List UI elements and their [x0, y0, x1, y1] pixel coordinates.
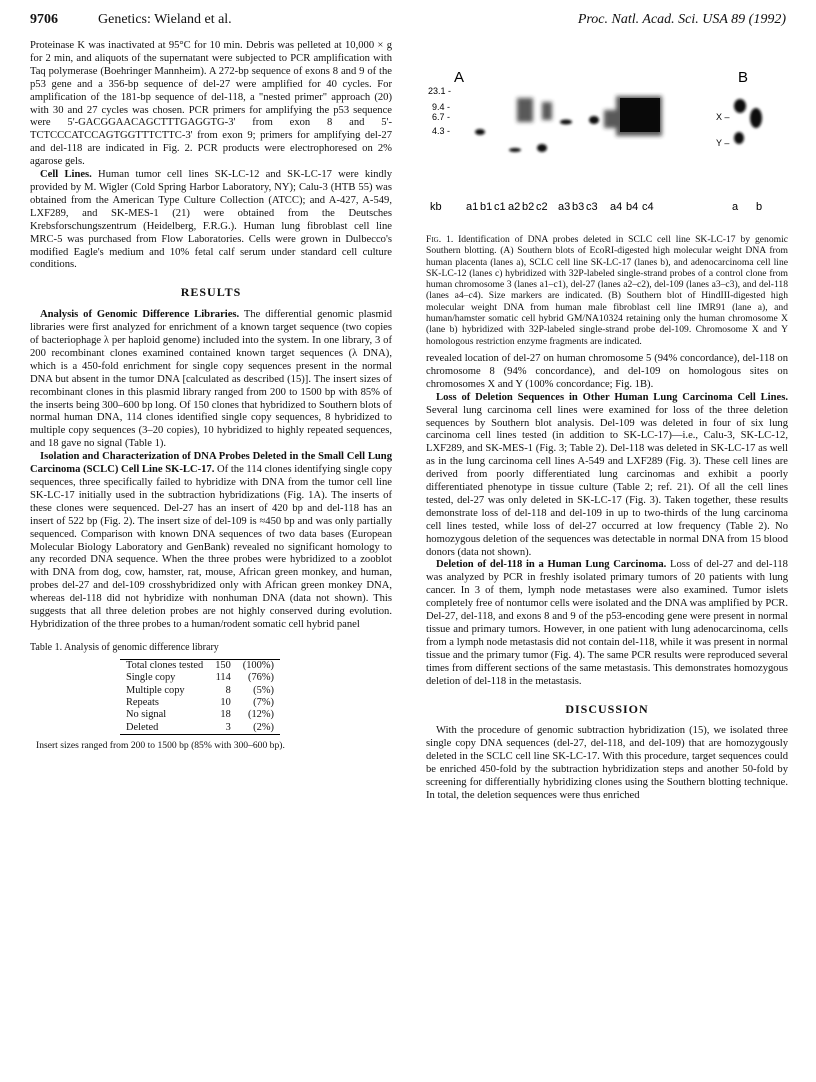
isolation-paragraph [30, 451, 392, 632]
table1 [120, 659, 280, 735]
page-number: 9706 [30, 12, 58, 27]
isolation-text: Of the 114 clones identifying single copy sequences, three specifically failed to hybridize with DNA from the tumor cell line SK-LC-17 initially used in the subtraction hybridizations (Fig. 1A). The inserts of these clones were sequenced. Del-27 has an insert of 420 bp and del-118 has an insert of 522 bp (Fig. 2). The insert size of del-109 is ≈450 bp and was only partially sequenced. Comparison with known DNA sequences of two data bases (European Molecular Biology Laboratory and GenBank) revealed no significant homology to any recorded DNA sequence. When the three probes were hybridized to a zooblot with DNA from dog, cow, hamster, rat, mouse, African green monkey, and human, probes del-27 and del-109 crosshybridized only with African green monkey DNA, whereas del-118 did not hybridize with nonhuman DNA (data not shown). This suggests that all three deletion probes are not highly conserved during evolution. Hybridization of the three probes to a human/rodent somatic cell hybrid panel [30, 464, 392, 630]
size-markers [428, 86, 451, 136]
table-cell-count: 114 [215, 672, 231, 684]
southern-blot-image [426, 58, 788, 228]
table-cell-count: 18 [220, 709, 231, 721]
figure-1-label: Fig. 1. [426, 234, 454, 245]
figure-1 [426, 58, 788, 228]
table-cell-pct: (7%) [253, 697, 274, 708]
running-title: Genetics: Wieland et al. [98, 12, 232, 27]
lane-label: b3 [572, 201, 585, 213]
table-cell-pct: (12%) [247, 709, 274, 721]
journal-citation: Proc. Natl. Acad. Sci. USA 89 (1992) [577, 12, 786, 27]
page-header [30, 12, 786, 32]
table-cell-count: 150 [209, 659, 237, 672]
table-row [120, 685, 280, 697]
table-cell-label: Multiple copy [126, 684, 185, 696]
table-cell-label: Deleted [120, 722, 209, 735]
lane-label: b1 [480, 201, 493, 213]
lane-label: c2 [536, 201, 548, 213]
table1-caption: Table 1. Analysis of genomic difference library [30, 641, 219, 653]
loss-text: Several lung carcinoma cell lines were examined for loss of the three deletion sequences by Southern blot analysis. Del-109 was deleted in four of six lung carcinoma cell lines tested (in addition to SK-LC-17)—i.e., Calu-3, SK-LC-12, LXF289, and SK-MES-1 (Fig. 3; Table 2). Del-118 was deleted in SK-LC-17 as well as in the lung carcinoma cell lines A-549 and LXF289 (Fig. 3). These cell lines are derived from poorly differentiated lung carcinomas and exhibit a poorly differentiated phenotype in tissue culture (Table 2; ref. 21). Of all the cell lines tested, del-27 was only deleted in SK-LC-17 (Fig. 3). Taken together, these results demonstrate loss of del-118 and del-109 in up to two-thirds of the lung carcinoma cell lines tested, while loss of del-27 occurred at low frequency (Table 2). No homozygous deletion of the sequences was detectable in normal DNA from 15 blood donors (data not shown). [426, 404, 788, 558]
deletion-paragraph [426, 559, 788, 688]
figure-1-caption-text: Identification of DNA probes deleted in SCLC cell line SK-LC-17 by genomic Southern blotting. (A) Southern blots of EcoRI-digested high molecular weight DNA from human placenta (lanes a), SCLC cell line SK-LC-17 (lanes b), and adenocarcinoma cell line SK-LC-12 (lanes c) hybridized with 32P-labeled single-strand probes of a control clone from human chromosome 3 (lanes a1–c1), del-27 (lanes a2–c2), del-109 (lanes a3–c3), and del-118 (lanes a4–c4). Size markers are indicated. (B) Southern blot of HindIII-digested high molecular weight DNA from human male fibroblast cell line IMR91 (lane a), and human/hamster somatic cell hybrid GM/NA10324 retaining only the human chromosome X (lane b) hybridized with 32P-labeled single-strand probe del-109. Chromosome X and Y homologous restriction enzyme fragments are indicated. [426, 234, 788, 347]
lane-label: a3 [558, 201, 571, 213]
lane-label: b2 [522, 201, 535, 213]
table-row [120, 722, 280, 735]
lane-label: b4 [626, 201, 639, 213]
loss-paragraph [426, 392, 788, 560]
size-marker: 23.1 - [428, 86, 452, 96]
lane-label: c3 [586, 201, 598, 213]
table-cell-count: 10 [220, 697, 231, 708]
table-cell-count: 3 [209, 722, 237, 735]
panel-a-label: A [454, 69, 465, 86]
table-cell-label: Single copy [126, 672, 176, 684]
panel-b-label: B [738, 69, 749, 86]
libraries-paragraph [30, 309, 392, 451]
blot-bands-solid [620, 98, 660, 132]
right-column [426, 58, 788, 803]
discussion-heading: DISCUSSION [565, 701, 649, 716]
cell-lines-text: Human tumor cell lines SK-LC-12 and SK-LC-17 were kindly provided by M. Wigler (Cold Spring Harbor Laboratory, NY); Calu-3 (HTB 55) was obtained from the American Type Culture Collection (ATCC); and A-427, A-549, LXF289, and SK-MES-1 (21) were obtained from the Deutsches Krebsforschungszentrum (Heidelberg, F.R.G.). Human lung fibroblast cell line MRC-5 was purchased from Flow Laboratories. Cells were grown in Dulbecco's modified Eagle's medium and 10% fetal calf serum under standard cell culture conditions. [30, 169, 392, 271]
table-cell-count: 8 [225, 684, 231, 696]
lane-label-b: b [756, 201, 763, 213]
table-row [120, 672, 280, 684]
table-cell-pct: (2%) [237, 722, 280, 735]
lane-label: c1 [494, 201, 506, 213]
loss-heading: Loss of Deletion Sequences in Other Human Lung Carcinoma Cell Lines. [436, 391, 788, 403]
methods-paragraph: Proteinase K was inactivated at 95°C for 10 min. Debris was pelleted at 10,000 × g for 2 min, and aliquots of the supernatant were subjected to PCR amplification with Taq polymerase (Boehringer Mannheim). A 272-bp sequence of exons 8 and 9 of the p53 gene and a 356-bp sequence of del-27 were amplified for 40 cycles. For amplification of the 181-bp sequence of del-118, a "nested primer" approach (20) with 30 and 27 cycles was chosen. PCR primers for amplifying the p53 sequence were 5'-GACGGAACAGCTTTGAGGTG-3' from exon 8 and 5'-TCTCCCATCCAGTGGTTTCTTC-3' from exon 9; primers for amplifying del-27 and del-118 are indicated in Fig. 2. PCR products were electrophoresed on 2% agarose gels. [30, 40, 392, 168]
table1-note: Insert sizes ranged from 200 to 1500 bp (85% with 300–600 bp). [36, 740, 285, 752]
size-marker: 4.3 - [432, 126, 451, 136]
table-cell-label: Total clones tested [120, 659, 209, 672]
table-row [120, 709, 280, 721]
results-heading: RESULTS [180, 285, 242, 300]
table-cell-pct: (5%) [253, 684, 274, 696]
band-y-label: Y – [716, 138, 730, 148]
lane-labels [430, 201, 762, 213]
discussion-paragraph: With the procedure of genomic subtraction hybridization (15), we isolated three single copy DNA sequences (del-27, del-118, and del-109) that are homozygously deleted in the SCLC cell line SK-LC-17. With this procedure, target sequences could be enriched 450-fold by the subtraction hybridization steps and another 50-fold by screening for differentially hybridizing clones using the Southern blotting technique. In total, the deletion sequences were thus enriched [426, 725, 788, 801]
table-row [120, 659, 280, 672]
libraries-text: The differential genomic plasmid libraries were first analyzed for enrichment of a known target sequence (two copies of bacteriophage λ per haploid genome) included into the system. In one library, 3 of 200 recombinant clones examined contained known target sequences (λ DNA), which is a 450-fold enrichment for single copy sequences present in the normal DNA but absent in the tumor DNA [calculated as described (15)]. The insert sizes of recombinant clones in this plasmid library ranged from 200 to 1500 bp with 85% of the inserts being 300–600 bp long. Of 150 clones that hybridized to Southern blots of normal human DNA, 114 clones identified single copy sequences, 8 hybridized to multiple copy sequences (3–20 copies), 10 hybridized to highly repeated sequences, and 18 gave no signal (Table 1). [30, 309, 392, 450]
lane-label: a4 [610, 201, 623, 213]
cell-lines-paragraph [30, 169, 392, 272]
band-x-label: X – [716, 112, 730, 122]
table-cell-label: No signal [126, 709, 167, 721]
chromosome-paragraph: revealed location of del-27 on human chromosome 5 (94% concordance), del-118 on chromosome 8 (94% concordance), and del-109 on homologous sites on chromosomes X and Y (100% concordance; Fig. 1B). [426, 352, 788, 390]
lane-label: a2 [508, 201, 521, 213]
lane-label: kb [430, 201, 442, 213]
table-cell-pct: (100%) [237, 659, 280, 672]
left-column [30, 40, 392, 753]
lane-label: a1 [466, 201, 479, 213]
lane-label-b: a [732, 201, 739, 213]
size-marker: 6.7 - [432, 112, 451, 122]
table-cell-pct: (76%) [247, 672, 274, 684]
isolation-heading: Isolation and Characterization of DNA Probes Deleted in the Small Cell Lung Carcinoma (SCLC) Cell Line SK-LC-17. [30, 451, 392, 476]
cell-lines-heading: Cell Lines. [40, 169, 92, 181]
figure-1-caption [426, 234, 788, 347]
libraries-heading: Analysis of Genomic Difference Libraries. [40, 309, 240, 321]
deletion-heading: Deletion of del-118 in a Human Lung Carcinoma. [436, 559, 667, 571]
deletion-text: Loss of del-27 and del-118 was analyzed by PCR in freshly isolated primary tumors of 20 patients with lung cancer. In 3 of them, lymph node metastases were also examined. Tumor islets completely free of nontumor cells were isolated and the DNA was amplified by PCR. Del-27, del-118, and exons 8 and 9 of the p53-encoding gene were present in normal tissue and primary tumors. However, in one patient with lung adenocarcinoma, cells from a lymph node metastasis did not contain del-118, while it was present in normal tissue and the primary tumor (Fig. 4). The same PCR results were reproduced several times from different sections of the same metastasis. This demonstrates homozygous deletion of del-118 in the metastasis. [426, 559, 788, 687]
table-cell-label: Repeats [126, 697, 159, 708]
lane-label: c4 [642, 201, 654, 213]
table-row [120, 697, 280, 709]
size-marker: 9.4 - [432, 102, 451, 112]
